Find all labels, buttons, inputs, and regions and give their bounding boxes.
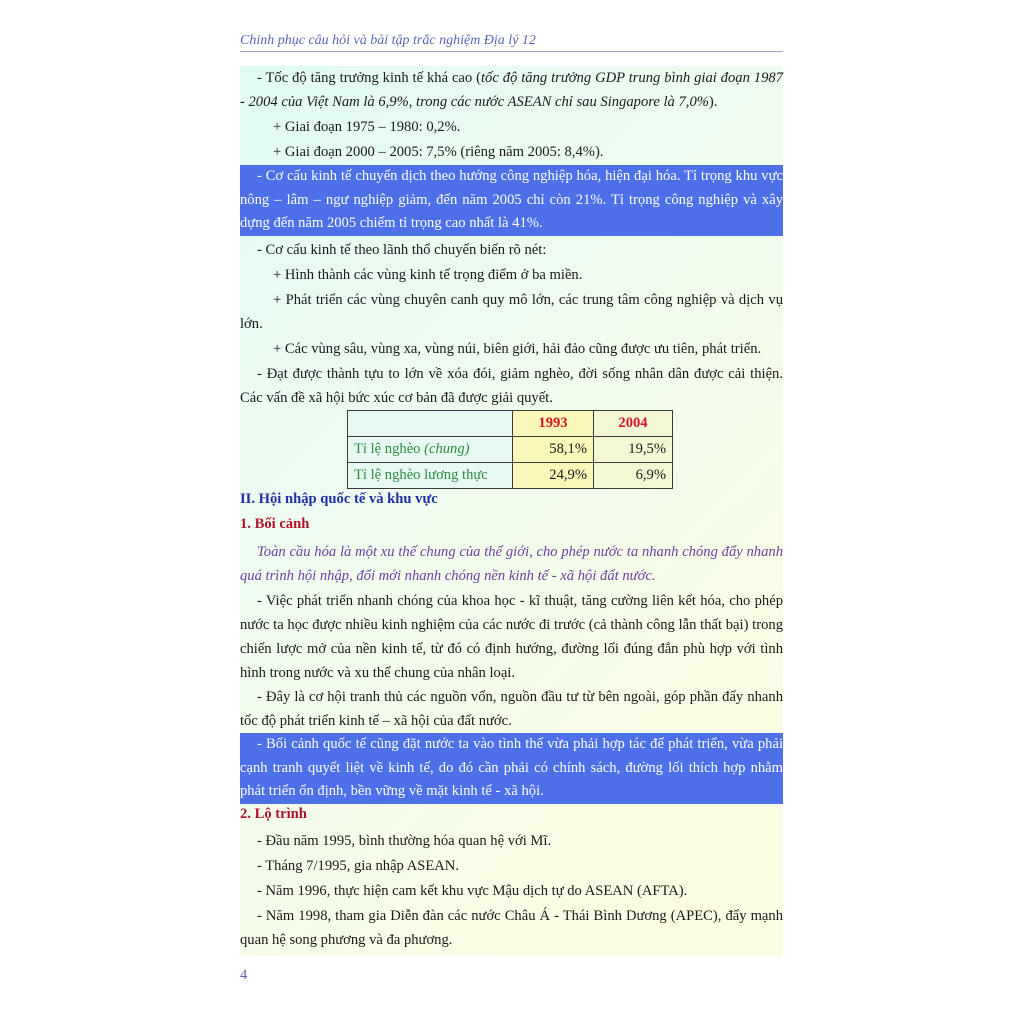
growth-paragraph <box>240 66 783 114</box>
table-header-1993: 1993 <box>513 411 594 437</box>
roadmap-item: - Năm 1996, thực hiện cam kết khu vực Mậu dịch tự do ASEAN (AFTA). <box>257 883 688 899</box>
cell-1993: 58,1% <box>513 437 594 463</box>
row-label-italic: (chung) <box>424 441 470 457</box>
page-number: 4 <box>240 967 248 983</box>
territory-bullet-3: + Các vùng sâu, vùng xa, vùng núi, biên giới, hải đảo cũng được ưu tiên, phát triển. <box>273 341 762 357</box>
cell-2004: 19,5% <box>594 437 673 463</box>
row-label-text: Tỉ lệ nghèo <box>354 441 425 457</box>
section-heading-integration: II. Hội nhập quốc tế và khu vực <box>240 491 438 507</box>
highlight-structure-shift: - Cơ cấu kinh tế chuyển dịch theo hướng công nghiệp hóa, hiện đại hóa. Tỉ trọng khu vực nông – lâm – ngư nghiệp giảm, đến năm 2005 chỉ còn 21%. Tỉ trọng công nghiệp và xây dựng đến năm 2005 chiếm tỉ trọng cao nhất là 41%. <box>240 165 783 236</box>
table-header-empty <box>348 411 513 437</box>
page-content <box>240 66 783 956</box>
subheading-roadmap: 2. Lộ trình <box>240 806 307 822</box>
highlight-international-context: - Bối cảnh quốc tế cũng đặt nước ta vào tình thế vừa phải hợp tác để phát triển, vừa phải cạnh tranh quyết liệt về kinh tế, do đó cần phải có chính sách, đường lối thích hợp nhằm phát triển ổn định, bền vững về mặt kinh tế - xã hội. <box>240 733 783 804</box>
header-rule <box>240 51 783 52</box>
subheading-context: 1. Bối cảnh <box>240 516 310 532</box>
growth-lead-end: ). <box>708 94 718 110</box>
growth-lead-italic: tốc độ tăng trưởng GDP trung bình giai đoạn 1987 - 2004 của Việt Nam là 6,9%, trong các nước ASEAN chỉ sau Singapore là 7,0% <box>240 70 783 110</box>
running-header: Chinh phục câu hỏi và bài tập trắc nghiệm Địa lý 12 <box>240 33 536 48</box>
table-header-2004: 2004 <box>594 411 673 437</box>
context-paragraph-1: - Việc phát triển nhanh chóng của khoa học - kĩ thuật, tăng cường liên kết hóa, cho phép nước ta học được nhiều kinh nghiệm của các nước đi trước (cả thành công lẫn thất bại) trong chiến lược mở của nền kinh tế, từ đó có định hướng, đường lối đúng đắn phù hợp với tình hình trong nước và xu thế chung của nhân loại. <box>240 593 783 681</box>
table-row <box>348 437 673 463</box>
roadmap-item: - Đầu năm 1995, bình thường hóa quan hệ với Mĩ. <box>257 833 552 849</box>
territory-bullet-1: + Hình thành các vùng kinh tế trọng điểm ở ba miền. <box>273 267 583 283</box>
territory-bullet-2: + Phát triển các vùng chuyên canh quy mô lớn, các trung tâm công nghiệp và dịch vụ lớn. <box>240 292 783 332</box>
roadmap-item: - Tháng 7/1995, gia nhập ASEAN. <box>257 858 459 874</box>
roadmap-item: - Năm 1998, tham gia Diễn đàn các nước Châu Á - Thái Bình Dương (APEC), đẩy mạnh quan hệ song phương và đa phương. <box>240 908 783 948</box>
poverty-table <box>347 410 673 489</box>
row-label <box>348 463 513 489</box>
row-label-text: Tỉ lệ nghèo lương thực <box>354 467 488 483</box>
table-row <box>348 463 673 489</box>
cell-2004: 6,9% <box>594 463 673 489</box>
row-label <box>348 437 513 463</box>
context-paragraph-2: - Đây là cơ hội tranh thủ các nguồn vốn, nguồn đầu tư từ bên ngoài, góp phần đẩy nhanh tốc độ phát triển kinh tế – xã hội của đất nước. <box>240 689 783 729</box>
poverty-paragraph: - Đạt được thành tựu to lớn về xóa đói, giảm nghèo, đời sống nhân dân được cải thiện. Các vấn đề xã hội bức xúc cơ bản đã được giải quyết. <box>240 366 783 406</box>
cell-1993: 24,9% <box>513 463 594 489</box>
growth-lead: - Tốc độ tăng trưởng kinh tế khá cao ( <box>257 70 481 86</box>
context-intro: Toàn cầu hóa là một xu thế chung của thế giới, cho phép nước ta nhanh chóng đẩy nhanh quá trình hội nhập, đổi mới nhanh chóng nền kinh tế - xã hội đất nước. <box>240 544 783 584</box>
growth-bullet-2: + Giai đoạn 2000 – 2005: 7,5% (riêng năm 2005: 8,4%). <box>273 144 604 160</box>
table-header-row <box>348 411 673 437</box>
territory-lead: - Cơ cấu kinh tế theo lãnh thổ chuyển biến rõ nét: <box>257 242 547 258</box>
growth-bullet-1: + Giai đoạn 1975 – 1980: 0,2%. <box>273 119 461 135</box>
